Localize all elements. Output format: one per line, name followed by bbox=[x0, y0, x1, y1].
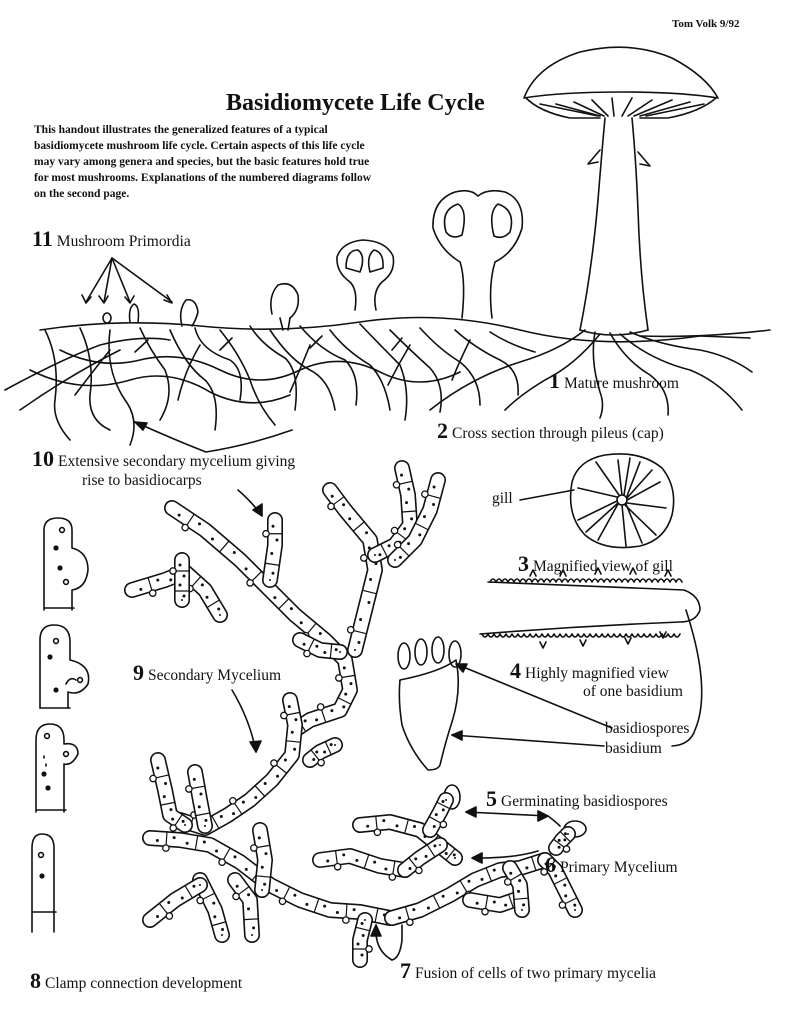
clamp-connection-stage-3 bbox=[36, 724, 78, 812]
stage-4-label-line2: of one basidium bbox=[583, 683, 683, 700]
stage-text: Secondary Mycelium bbox=[148, 667, 282, 684]
gill-callout: gill bbox=[492, 490, 513, 507]
stage-text: Fusion of cells of two primary mycelia bbox=[415, 965, 657, 982]
stage-text: Highly magnified view bbox=[525, 665, 669, 682]
mushroom-primordia bbox=[82, 258, 298, 330]
stage-number: 11 bbox=[32, 226, 53, 251]
stage-text: Primary Mycelium bbox=[560, 859, 678, 876]
stage-text: Cross section through pileus (cap) bbox=[452, 425, 664, 442]
stage-text: Magnified view of gill bbox=[533, 558, 673, 575]
stage-number: 7 bbox=[400, 958, 411, 983]
stage-6-label bbox=[545, 852, 678, 878]
stage-1-label bbox=[549, 368, 679, 394]
stage-11-label bbox=[32, 226, 191, 252]
arrow-secondary-mycelium bbox=[232, 490, 262, 752]
stage-number: 9 bbox=[133, 660, 144, 685]
clamp-connection-stage-4 bbox=[32, 834, 56, 932]
stage-text: Germinating basidiospores bbox=[501, 793, 668, 810]
stage-4-label bbox=[510, 658, 669, 684]
stage-10-label-line2: rise to basidiocarps bbox=[82, 472, 202, 489]
secondary-mycelium-hyphae bbox=[132, 468, 577, 960]
stage-number: 1 bbox=[549, 368, 560, 393]
basidium-callout: basidium bbox=[605, 740, 662, 757]
stage-text: Mature mushroom bbox=[564, 375, 679, 392]
stage-number: 10 bbox=[32, 446, 54, 471]
clamp-connection-stage-1 bbox=[44, 518, 88, 610]
basidiospores-callout: basidiospores bbox=[605, 720, 690, 737]
young-mushroom-small bbox=[337, 240, 394, 310]
stage-3-label bbox=[518, 551, 673, 577]
stage-10-label bbox=[32, 446, 295, 472]
stage-number: 8 bbox=[30, 968, 41, 993]
stage-text: Extensive secondary mycelium giving bbox=[58, 453, 296, 470]
clamp-connection-stage-2 bbox=[40, 625, 89, 708]
stage-2-label bbox=[437, 418, 664, 444]
stage-text: Mushroom Primordia bbox=[56, 233, 191, 250]
intro-text: This handout illustrates the generalized features of a typical basidiomycete mushroom life cycle. Certain aspects of this life cycle may vary among genera and species, but the basic features hold true for most mushrooms. Explanations of the numbered diagrams follow on the second page. bbox=[34, 124, 372, 200]
stage-number: 3 bbox=[518, 551, 529, 576]
stage-8-label bbox=[30, 968, 242, 994]
stage-number: 5 bbox=[486, 786, 497, 811]
stage-number: 2 bbox=[437, 418, 448, 443]
stage-number: 4 bbox=[510, 658, 521, 683]
basidium bbox=[398, 637, 612, 770]
pileus-cross-section bbox=[520, 454, 674, 548]
author-credit: Tom Volk 9/92 bbox=[672, 18, 740, 30]
page-title: Basidiomycete Life Cycle bbox=[226, 90, 485, 116]
stage-9-label bbox=[133, 660, 281, 686]
young-mushroom-medium bbox=[433, 191, 522, 318]
stage-text: Clamp connection development bbox=[45, 975, 243, 992]
stage-7-label bbox=[400, 958, 656, 984]
mature-mushroom bbox=[524, 47, 718, 335]
stage-number: 6 bbox=[545, 852, 556, 877]
stage-5-label bbox=[486, 786, 668, 812]
